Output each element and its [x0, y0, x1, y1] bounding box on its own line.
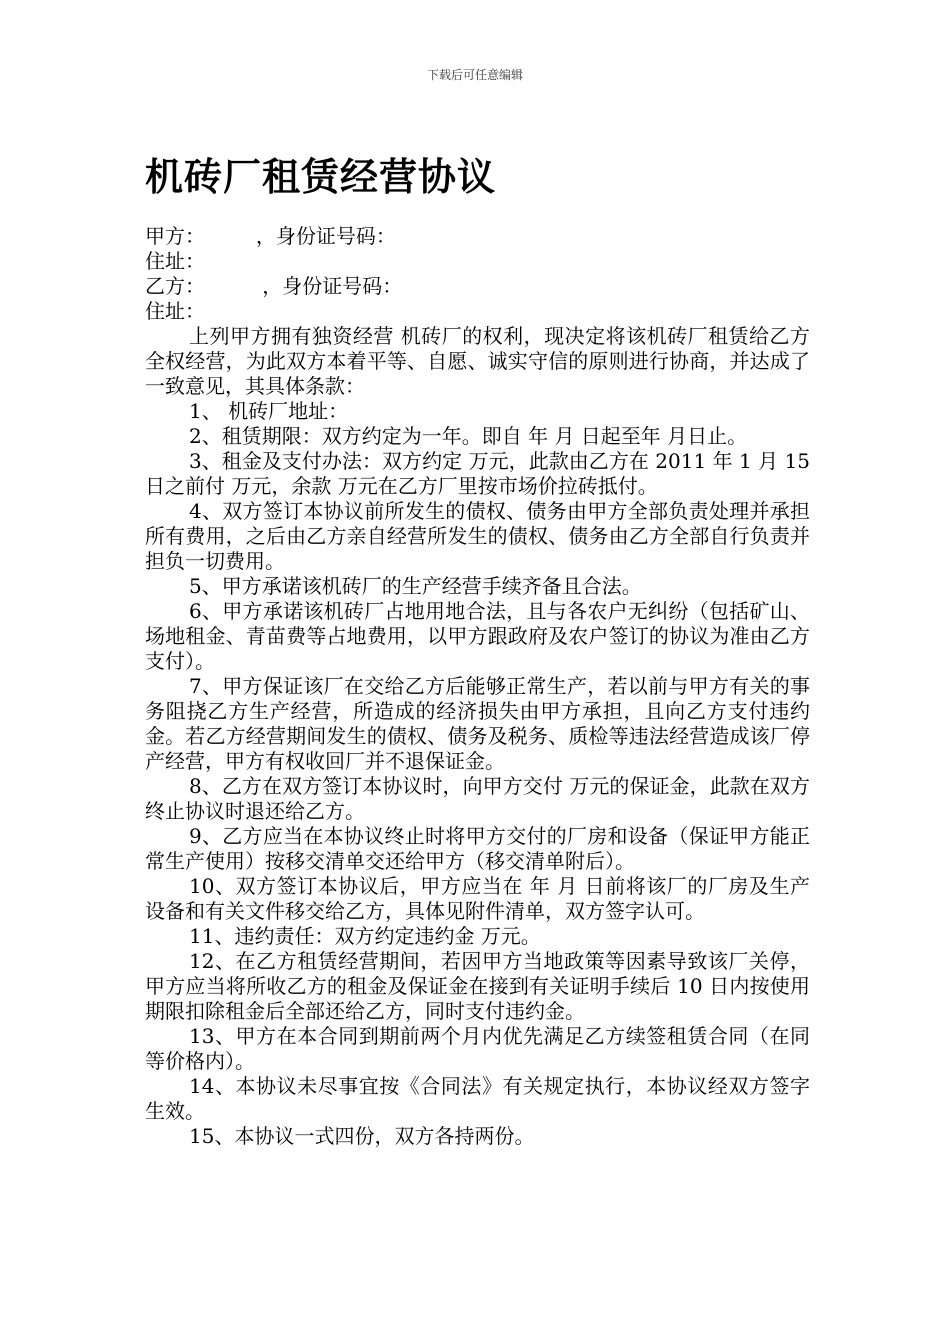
clause-4: 4、双方签订本协议前所发生的债权、债务由甲方全部负责处理并承担所有费用，之后由乙方亲自经营所发生的债权、债务由乙方全部自行负责并担负一切费用。	[145, 499, 810, 573]
intro-paragraph: 上列甲方拥有独资经营 机砖厂的权利，现决定将该机砖厂租赁给乙方全权经营，为此双方本着平等、自愿、诚实守信的原则进行协商，并达成了一致意见，其具体条款：	[145, 324, 810, 398]
clause-1: 1、 机砖厂地址：	[189, 399, 349, 423]
clause-14: 14、本协议未尽事宜按《合同法》有关规定执行，本协议经双方签字生效。	[145, 1074, 810, 1123]
party-b-address: 住址：	[145, 299, 205, 323]
clause-5: 5、甲方承诺该机砖厂的生产经营手续齐备且合法。	[189, 574, 642, 598]
clause-11: 11、违约责任：双方约定违约金 万元。	[189, 924, 541, 948]
clause-8: 8、乙方在双方签订本协议时，向甲方交付 万元的保证金，此款在双方终止协议时退还给乙方。	[145, 774, 810, 823]
clause-9: 9、乙方应当在本协议终止时将甲方交付的厂房和设备（保证甲方能正常生产使用）按移交清单交还给甲方（移交清单附后）。	[145, 824, 810, 873]
party-a-address: 住址：	[145, 249, 205, 273]
clause-2-text: 2、租赁期限：双方约定为一年。即自 年 月 日起至年 月日止。	[189, 424, 748, 448]
clause-2	[145, 424, 810, 449]
clause-3: 3、租金及支付办法：双方约定 万元，此款由乙方在 2011 年 1 月 15 日之前付 万元，余款 万元在乙方厂里按市场价拉砖抵付。	[145, 449, 810, 498]
clause-7: 7、甲方保证该厂在交给乙方后能够正常生产，若以前与甲方有关的事务阻挠乙方生产经营，所造成的经济损失由甲方承担，且向乙方支付违约金。若乙方经营期间发生的债权、债务及税务、质检等违法经营造成该厂停产经营，甲方有权收回厂并不退保证金。	[145, 674, 810, 773]
clause-15: 15、本协议一式四份，双方各持两份。	[189, 1124, 535, 1148]
header-note: 下载后可任意编辑	[426, 68, 523, 82]
document-body	[145, 224, 810, 1149]
party-b-line: 乙方： ，身份证号码：	[145, 274, 403, 298]
clause-10: 10、双方签订本协议后，甲方应当在 年 月 日前将该厂的厂房及生产设备和有关文件移交给乙方，具体见附件清单，双方签字认可。	[145, 874, 810, 923]
clause-13: 13、甲方在本合同到期前两个月内优先满足乙方续签租赁合同（在同等价格内）。	[145, 1024, 810, 1073]
document-title: 机砖厂租赁经营协议	[145, 155, 497, 199]
clause-12: 12、在乙方租赁经营期间，若因甲方当地政策等因素导致该厂关停，甲方应当将所收乙方的租金及保证金在接到有关证明手续后 10 日内按使用期限扣除租金后全部还给乙方，同时支付违约金。	[145, 949, 810, 1023]
party-a-line: 甲方： ，身份证号码：	[145, 224, 396, 248]
clause-6: 6、甲方承诺该机砖厂占地用地合法，且与各农户无纠纷（包括矿山、场地租金、青苗费等占地费用，以甲方跟政府及农户签订的协议为准由乙方支付）。	[145, 599, 810, 673]
